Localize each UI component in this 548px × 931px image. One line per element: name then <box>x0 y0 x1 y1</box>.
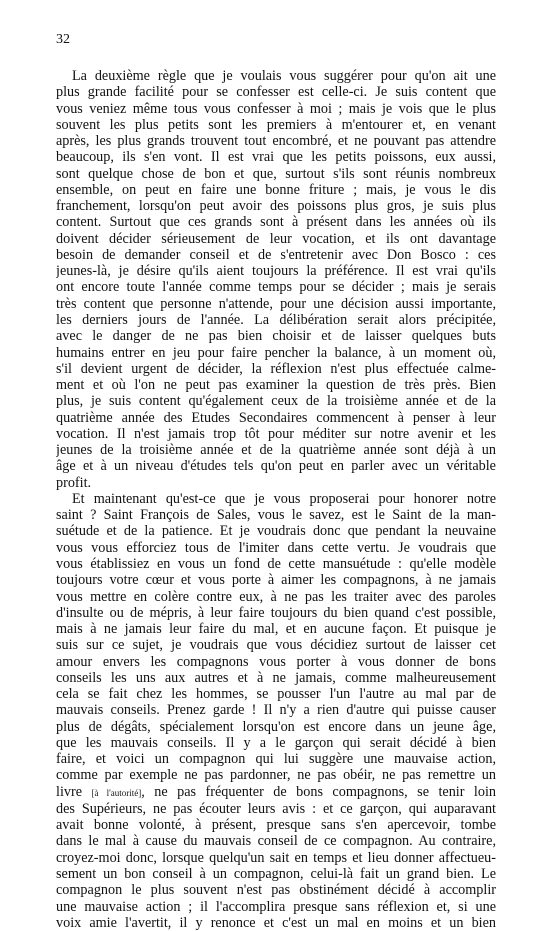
text-line <box>56 784 496 801</box>
text-line: mais à ne jamais leur faire du mal, et en aucune façon. Et puisque je <box>56 621 496 638</box>
text-line: franchement, lorsqu'on peut avoir des poissons plus gros, je suis plus <box>56 198 496 215</box>
text-line: doivent décider sérieusement de leur vocation, et ils ont davantage <box>56 230 496 247</box>
text-line: vocation. Il n'est jamais trop tôt pour méditer sur notre avenir et les <box>56 425 496 442</box>
text-line: plus, je suis content qu'également ceux de la troisième année et de la <box>56 393 496 410</box>
text-line: les derniers jours de l'année. La délibération serait alors précipitée, <box>56 311 496 328</box>
text-line: une mauvaise action ; il l'accomplira presque sans réflexion et, si une <box>56 898 496 915</box>
text-line: s'il devient urgent de décider, la réflexion n'est plus effectuée calme- <box>56 360 496 377</box>
text-line: d'insulte ou de mépris, à leur faire toujours du bien quand c'est possible, <box>56 604 496 621</box>
text-line: âge et à un niveau d'études tels qu'on peut en parler avec un véritable <box>56 458 496 475</box>
text-line: quatrième année des Etudes Secondaires commencent à penser à leur <box>56 409 496 426</box>
text-line: vous mettre en colère contre eux, à ne pas les traiter avec des paroles <box>56 588 496 605</box>
text-line: conseils les uns aux autres et à ne jamais, comme malheureusement <box>56 669 496 686</box>
text-line: humains entrer en jeu pour faire pencher la balance, à un moment où, <box>56 344 496 361</box>
text-line: cela se fait chez les hommes, se pousser l'un l'autre au mal par de <box>56 686 496 703</box>
text-line: sont quelque chose de bon et que, surtout s'ils sont réunis nombreux <box>56 165 496 182</box>
text-line: très content que personne n'attende, pour une décision aussi importante, <box>56 295 496 312</box>
text-line: beaucoup, ils s'en vont. Il est vrai que les petits poissons, eux aussi, <box>56 149 496 166</box>
text-line: mauvais conseils. Prenez garde ! Il n'y a rien d'autre qui puisse causer <box>56 702 496 719</box>
text-line: ment et où l'on ne peut pas examiner la question de très près. Bien <box>56 377 496 394</box>
text-line: compagnon le plus souvent n'est pas obstinément décidé à accomplir <box>56 882 496 899</box>
text-line: sement un bon conseil à un compagnon, celui-là fait un grand bien. Le <box>56 866 496 883</box>
text-line: voix amie l'avertit, il y renonce et c'est un mal en moins et un bien <box>56 914 496 931</box>
text-line: Et maintenant qu'est-ce que je vous proposerai pour honorer notre <box>72 490 496 507</box>
text-line: que les mauvais conseils. Il y a le garçon qui serait décidé à bien <box>56 734 496 751</box>
document-body <box>56 68 496 931</box>
text-line: faire, et voici un compagnon qui lui suggère une mauvaise action, <box>56 751 496 768</box>
text-line: des Supérieurs, ne pas écouter leurs avis : et ce garçon, qui auparavant <box>56 800 496 817</box>
text-line: profit. <box>56 474 92 491</box>
text-line: comme par exemple ne pas pardonner, ne pas obéir, ne pas remettre un <box>56 767 496 784</box>
text-line: souvent les plus petits sont les premiers à m'entourer et, en venant <box>56 116 496 133</box>
page-number: 32 <box>56 32 70 47</box>
text-fragment: livre <box>56 783 92 800</box>
text-line: ensemble, on peut en faire une bonne friture ; mais, je vous le dis <box>56 181 496 198</box>
text-line: suis sur ce sujet, je voudrais que vous décidiez surtout de laisser cet <box>56 637 496 654</box>
text-line: plus grande facilité pour se confesser est celle-ci. Je suis content que <box>56 84 496 101</box>
editorial-note: [à l'autorité] <box>91 787 142 798</box>
text-line: avait bonne volonté, à présent, presque sans s'en apercevoir, tombe <box>56 817 496 834</box>
text-line: saint ? Saint François de Sales, vous le savez, est le Saint de la man- <box>56 507 496 524</box>
text-fragment: , ne pas fréquenter de bons compagnons, se tenir loin <box>141 783 496 800</box>
text-line: jeunes de la troisième année et de la quatrième année sont déjà à un <box>56 442 496 459</box>
text-line: jeunes-là, je désire qu'ils aient toujours la préférence. Il est vrai qu'ils <box>56 263 496 280</box>
text-line: vous vous efforciez tous de l'imiter dans cette vertu. Je voudrais que <box>56 539 496 556</box>
text-line: La deuxième règle que je voulais vous suggérer pour qu'on ait une <box>72 68 496 84</box>
text-line: amour envers les compagnons vous porter à vous donner de bons <box>56 653 496 670</box>
text-line: besoin de demander conseil et de s'entretenir avec Don Bosco : ces <box>56 246 496 263</box>
text-line: content. Surtout que ces grands sont à présent dans les années où ils <box>56 214 496 231</box>
text-line: après, les plus grands trouvent tout encombré, et ne pouvant pas attendre <box>56 133 496 150</box>
text-line: croyez-moi donc, lorsque quelqu'un sait en temps et lieu donner affectueu- <box>56 849 496 866</box>
text-line: plus de dégâts, spécialement lorsqu'on est encore dans un jeune âge, <box>56 718 496 735</box>
text-line: vous veniez même tous vous confesser à moi ; mais je vois que le plus <box>56 100 496 117</box>
text-line: dans le mal à cause du mauvais conseil de ce compagnon. Au contraire, <box>56 833 496 850</box>
text-line: suétude et de la patience. Et je voudrais donc que pendant la neuvaine <box>56 523 496 540</box>
text-line: ont encore toute l'année comme temps pour se décider ; mais je serais <box>56 279 496 296</box>
text-line: toujours votre cœur et vous porte à aimer les compagnons, à ne jamais <box>56 572 496 589</box>
text-line: vous établissiez en vous un fond de cette mansuétude : qu'elle modèle <box>56 555 496 572</box>
text-line: avec le danger de ne pas bien choisir et de laisser quelques buts <box>56 328 496 345</box>
